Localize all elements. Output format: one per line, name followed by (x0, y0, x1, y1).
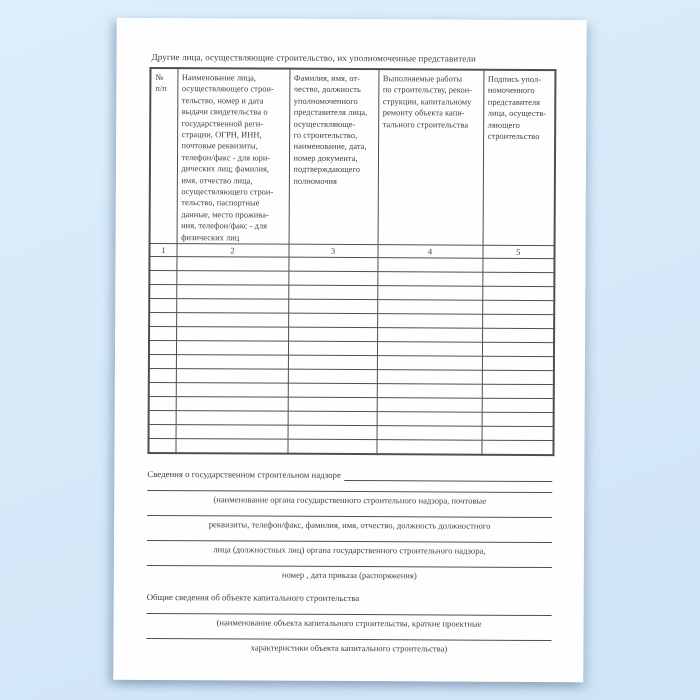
empty-cell (376, 440, 481, 455)
empty-cell (176, 369, 288, 384)
empty-cell (148, 439, 175, 453)
table-header-cell: Подпись упол- номоченного представителя лица, осуществ- ляющего строительство (483, 70, 556, 246)
caption: (наименование органа государственного строительного надзора, почтовые (213, 493, 487, 506)
empty-cell (377, 398, 482, 413)
supervision-label: Сведения о государственном строительном надзоре (147, 468, 341, 480)
caption: номер , дата приказа (распоряжения) (281, 569, 417, 580)
document-page (113, 18, 586, 682)
table-header-cell: Фамилия, имя, от- чество, должность уполномоченного представителя лица, осуществляюще- го строительство, наименование, дата, номер документа, подтверждающего полномочия (289, 69, 379, 245)
table-header-row (150, 68, 556, 246)
empty-cell (482, 286, 554, 300)
empty-cell (149, 257, 176, 271)
empty-cell (481, 440, 553, 454)
empty-cell (377, 300, 482, 315)
empty-cell (288, 341, 377, 355)
caption: (наименование объекта капитального строительства, краткие проектные (216, 616, 482, 629)
empty-cell (176, 257, 288, 272)
empty-cell (377, 412, 482, 427)
empty-cell (176, 411, 288, 426)
caption: лица (должностных лиц) органа государственного строительного надзора, (213, 543, 486, 556)
empty-cell (377, 356, 482, 371)
empty-cell (482, 272, 554, 286)
empty-cell (149, 383, 176, 397)
empty-cell (149, 299, 176, 313)
empty-cell (288, 411, 377, 425)
empty-cell (482, 426, 554, 440)
fill-line (344, 470, 553, 482)
empty-cell (482, 370, 554, 384)
empty-cell (176, 285, 288, 300)
empty-cell (176, 271, 288, 286)
empty-cell (288, 355, 377, 369)
fill-line (147, 490, 552, 493)
empty-cell (288, 285, 377, 299)
representatives-table (147, 67, 556, 456)
empty-cell (377, 272, 482, 287)
empty-cell (149, 327, 176, 341)
caption: характеристики объекта капитального строительства) (250, 642, 448, 654)
empty-cell (176, 341, 288, 356)
empty-cell (288, 383, 377, 397)
empty-cell (482, 356, 554, 370)
object-fill-lines (146, 613, 551, 655)
empty-cell (149, 271, 176, 285)
empty-cell (149, 369, 176, 383)
fill-field (147, 613, 552, 630)
empty-cell (288, 299, 377, 313)
fill-line (146, 638, 551, 641)
table-header-cell: № п/п (150, 68, 178, 244)
empty-cell (482, 328, 554, 342)
empty-cell (176, 299, 288, 314)
empty-cell (377, 384, 482, 399)
empty-cell (482, 342, 554, 356)
empty-cell (482, 398, 554, 412)
empty-cell (482, 412, 554, 426)
fill-field (146, 638, 551, 655)
empty-cell (377, 314, 482, 329)
empty-cell (288, 327, 377, 341)
empty-cell (149, 313, 176, 327)
fill-line (147, 515, 552, 518)
section-title: Другие лица, осуществляющие строительство, их уполномоченные представители (151, 51, 476, 64)
empty-cell (149, 341, 176, 355)
fill-line (147, 613, 552, 616)
caption: реквизиты, телефон/факс, фамилия, имя, отчество, должность должностного (208, 518, 491, 531)
empty-row (148, 439, 553, 455)
fill-field (147, 565, 552, 582)
column-number-cell: 1 (149, 244, 176, 257)
empty-cell (288, 313, 377, 327)
empty-cell (176, 397, 288, 412)
supervision-fill-lines (147, 490, 552, 582)
empty-cell (377, 370, 482, 385)
empty-cell (482, 384, 554, 398)
empty-cell (377, 258, 482, 273)
supervision-field (147, 469, 552, 482)
empty-cell (149, 397, 176, 411)
empty-cell (377, 426, 482, 441)
empty-cell (287, 439, 376, 453)
object-info-label: Общие сведения об объекте капитального строительства (146, 591, 360, 603)
column-number-cell: 5 (482, 245, 554, 258)
empty-cell (149, 411, 176, 425)
empty-cell (482, 300, 554, 314)
empty-cell (176, 313, 288, 328)
table-header-cell: Выполняемые работы по строительству, рекон- струкции, капитальному ремонту объекта капи- тального строительства (378, 69, 484, 245)
fill-line (147, 540, 552, 543)
empty-cell (288, 397, 377, 411)
empty-cell (377, 342, 482, 357)
empty-cell (377, 286, 482, 301)
empty-cell (176, 383, 288, 398)
empty-cell (482, 258, 554, 272)
table-header-cell: Наименование лица, осуществляющего строи- тельство, номер и дата выдачи свидетельства о государственной реги- страции, ОГРН, ИНН, почтовые реквизиты, телефон/факс - для юри- дических лиц; фамилия, имя, отчество лица, осуществляющего строи- тельство, паспортные данные, место прожива- ния, телефон/факс - для физических лиц (177, 68, 290, 244)
fill-line (147, 565, 552, 568)
empty-cell (288, 425, 377, 439)
empty-cell (482, 314, 554, 328)
empty-cell (176, 327, 288, 342)
empty-cell (176, 425, 288, 440)
empty-cell (377, 328, 482, 343)
empty-cell (149, 425, 176, 439)
column-number-cell: 2 (176, 244, 288, 258)
empty-cell (176, 355, 288, 370)
empty-cell (288, 257, 377, 271)
fill-field (147, 490, 552, 507)
empty-cell (149, 285, 176, 299)
empty-cell (288, 369, 377, 383)
fill-field (147, 540, 552, 557)
page-content (113, 18, 586, 655)
fill-field (147, 515, 552, 532)
column-number-cell: 3 (288, 244, 377, 257)
empty-cell (175, 439, 287, 454)
empty-cell (149, 355, 176, 369)
empty-cell (288, 271, 377, 285)
column-number-cell: 4 (377, 245, 482, 259)
